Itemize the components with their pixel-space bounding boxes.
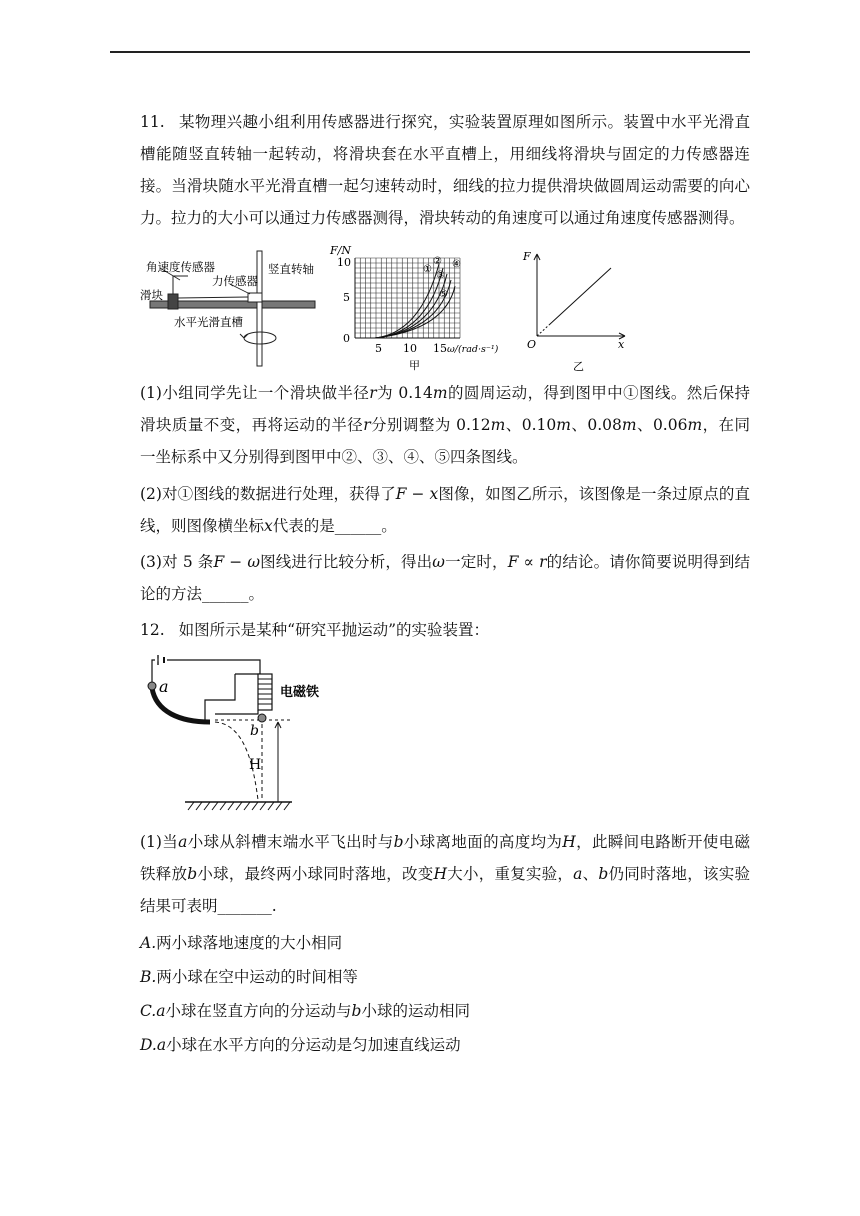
yi-xlabel: x xyxy=(618,338,625,351)
jia-ytick-0: 0 xyxy=(343,332,350,345)
jia-xlabel: ω/(rad·s⁻¹) xyxy=(447,344,499,355)
q11-part3: (3)对 5 条F − ω图线进行比较分析，得出ω一定时，F ∝ r的结论。请你简要说明得到结论的方法______。 xyxy=(140,553,750,603)
label-groove: 水平光滑直槽 xyxy=(174,315,243,329)
yi-caption: 乙 xyxy=(573,360,584,373)
label-electromagnet: 电磁铁 xyxy=(280,685,320,700)
header-rule xyxy=(110,51,750,53)
q12-option-c: C.a小球在竖直方向的分运动与b小球的运动相同 xyxy=(140,1002,470,1020)
ball-a xyxy=(148,682,156,690)
jia-xtick-5: 5 xyxy=(375,342,382,355)
yi-origin: O xyxy=(527,338,537,351)
curve-label-1: ① xyxy=(423,264,432,275)
slider-block xyxy=(168,294,178,309)
vertical-shaft xyxy=(257,251,262,366)
curve-label-3: ③ xyxy=(436,270,445,281)
q12-part1: (1)当a小球从斜槽末端水平飞出时与b小球离地面的高度均为H，此瞬间电路断开使电磁铁释放b小球，最终两小球同时落地，改变H大小，重复实验，a、b仍同时落地，该实验结果可表明_______. xyxy=(140,833,750,915)
q11-part1: (1)小组同学先让一个滑块做半径r为 0.14m的圆周运动，得到图甲中①图线。然后保持滑块质量不变，再将运动的半径r分别调整为 0.12m、0.10m、0.08m、0.06m，在同一坐标系中又分别得到图甲中②、③、④、⑤四条图线。 xyxy=(140,384,750,466)
label-b: b xyxy=(250,723,259,739)
q11-number: 11. xyxy=(140,113,165,131)
yi-line-dashed xyxy=(537,325,549,336)
yi-ylabel: F xyxy=(523,250,531,263)
label-slider: 滑块 xyxy=(140,288,163,302)
q12-intro-text: 如图所示是某种“研究平抛运动”的实验装置： xyxy=(178,621,490,639)
q12-intro xyxy=(140,614,750,646)
jia-xtick-10: 10 xyxy=(403,342,417,355)
label-H: H xyxy=(249,757,262,773)
label-angular-sensor: 角速度传感器 xyxy=(146,260,215,274)
jia-caption: 甲 xyxy=(409,359,420,372)
jia-ytick-10: 10 xyxy=(337,256,351,269)
q12-option-a: A.两小球落地速度的大小相同 xyxy=(140,934,343,952)
force-sensor-box xyxy=(248,293,262,302)
label-a: a xyxy=(159,677,169,696)
q12-apparatus-figure xyxy=(140,652,340,817)
jia-ytick-5: 5 xyxy=(343,291,350,304)
q11-intro-text: 某物理兴趣小组利用传感器进行探究，实验装置原理如图所示。装置中水平光滑直槽能随竖直转轴一起转动，将滑块套在水平直槽上，用细线将滑块与固定的力传感器连接。当滑块随水平光滑直槽一起匀速转动时，细线的拉力提供滑块做圆周运动需要的向心力。拉力的大小可以通过力传感器测得，滑块转动的角速度可以通过角速度传感器测得。 xyxy=(140,113,750,227)
q12-option-d: D.a小球在水平方向的分运动是匀加速直线运动 xyxy=(140,1036,461,1054)
q11-intro xyxy=(140,106,750,234)
q11-graph-yi xyxy=(515,246,635,374)
label-shaft: 竖直转轴 xyxy=(268,262,314,276)
q12-option-b: B.两小球在空中运动的时间相等 xyxy=(140,968,358,986)
jia-ylabel: F/N xyxy=(330,244,351,257)
curve-label-2: ② xyxy=(433,256,442,267)
curve-label-4: ④ xyxy=(452,259,461,270)
ball-b xyxy=(258,714,266,722)
jia-xtick-15: 15 xyxy=(433,342,447,355)
q12-number: 12. xyxy=(140,621,165,639)
q11-apparatus-figure xyxy=(140,246,330,376)
label-force-sensor: 力传感器 xyxy=(212,274,258,288)
q11-part2: (2)对①图线的数据进行处理，获得了F − x图像，如图乙所示，该图像是一条过原点的直线，则图像横坐标x代表的是______。 xyxy=(140,485,750,535)
curve-label-5: ⑤ xyxy=(439,289,448,300)
string-line xyxy=(178,297,248,298)
q11-graph-jia xyxy=(330,238,507,373)
yi-line xyxy=(549,268,611,325)
